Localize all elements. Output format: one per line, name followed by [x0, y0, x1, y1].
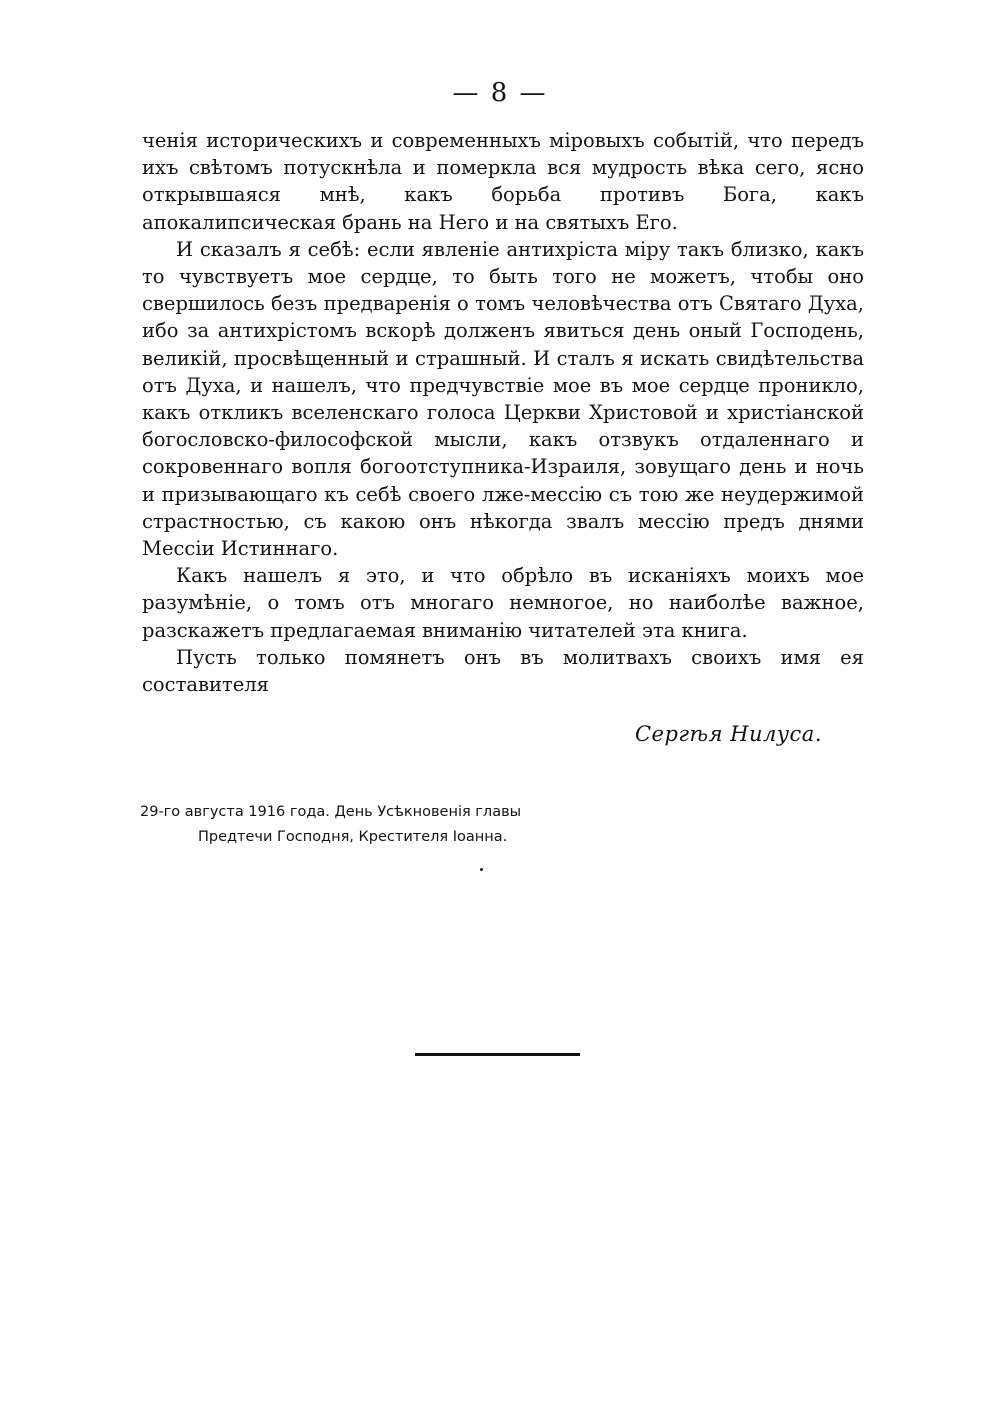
- date-note: [140, 800, 610, 850]
- page-number: — 8 —: [452, 78, 548, 108]
- end-rule-divider: [415, 1053, 580, 1056]
- date-note-line-2: Предтечи Господня, Крестителя Іоанна.: [198, 829, 508, 845]
- paragraph: Какъ нашелъ я это, и что обрѣло въ исканіяхъ моихъ мое разумѣніе, о томъ отъ многаго немногое, но наиболѣе важное, разскажетъ предлагаемая вниманію читателей эта книга.: [142, 564, 864, 642]
- date-note-line-1: 29-го августа 1916 года. День Усѣкновенія главы: [140, 804, 522, 820]
- paragraph: ченія историческихъ и современныхъ міровыхъ событій, что передъ ихъ свѣтомъ потускнѣла и померкла вся мудрость вѣка сего, ясно открывшаяся мнѣ, какъ борьба противъ Бога, какъ апокалипсическая брань на Него и на святыхъ Его.: [142, 129, 864, 234]
- paragraph: И сказалъ я себѣ: если явленіе антихріста міру такъ близко, какъ то чувствуетъ мое сердце, то быть того не можетъ, чтобы оно свершилось безъ предваренія о томъ человѣчества отъ Святаго Духа, ибо за антихрістомъ вскорѣ долженъ явиться день оный Господень, великій, просвѣщенный и страшный. И сталъ я искать свидѣтельства отъ Духа, и нашелъ, что предчувствіе мое въ мое сердце проникло, какъ откликъ вселенскаго голоса Церкви Христовой и христіанской богословско-философской мысли, какъ отзвукъ отдаленнаго и сокровеннаго вопля богоотступника-Израиля, зовущаго день и ночь и призывающаго къ себѣ своего лже-мессію съ тою же неудержимой страстностью, съ какою онъ нѣкогда звалъ мессію предъ днями Мессіи Истиннаго.: [142, 237, 864, 561]
- paragraph: Пусть только помянетъ онъ въ молитвахъ своихъ имя ея составителя: [142, 645, 864, 697]
- body-text: [142, 127, 864, 698]
- stray-mark: [480, 868, 483, 871]
- author-signature: Сергѣя Нилуса.: [634, 722, 822, 746]
